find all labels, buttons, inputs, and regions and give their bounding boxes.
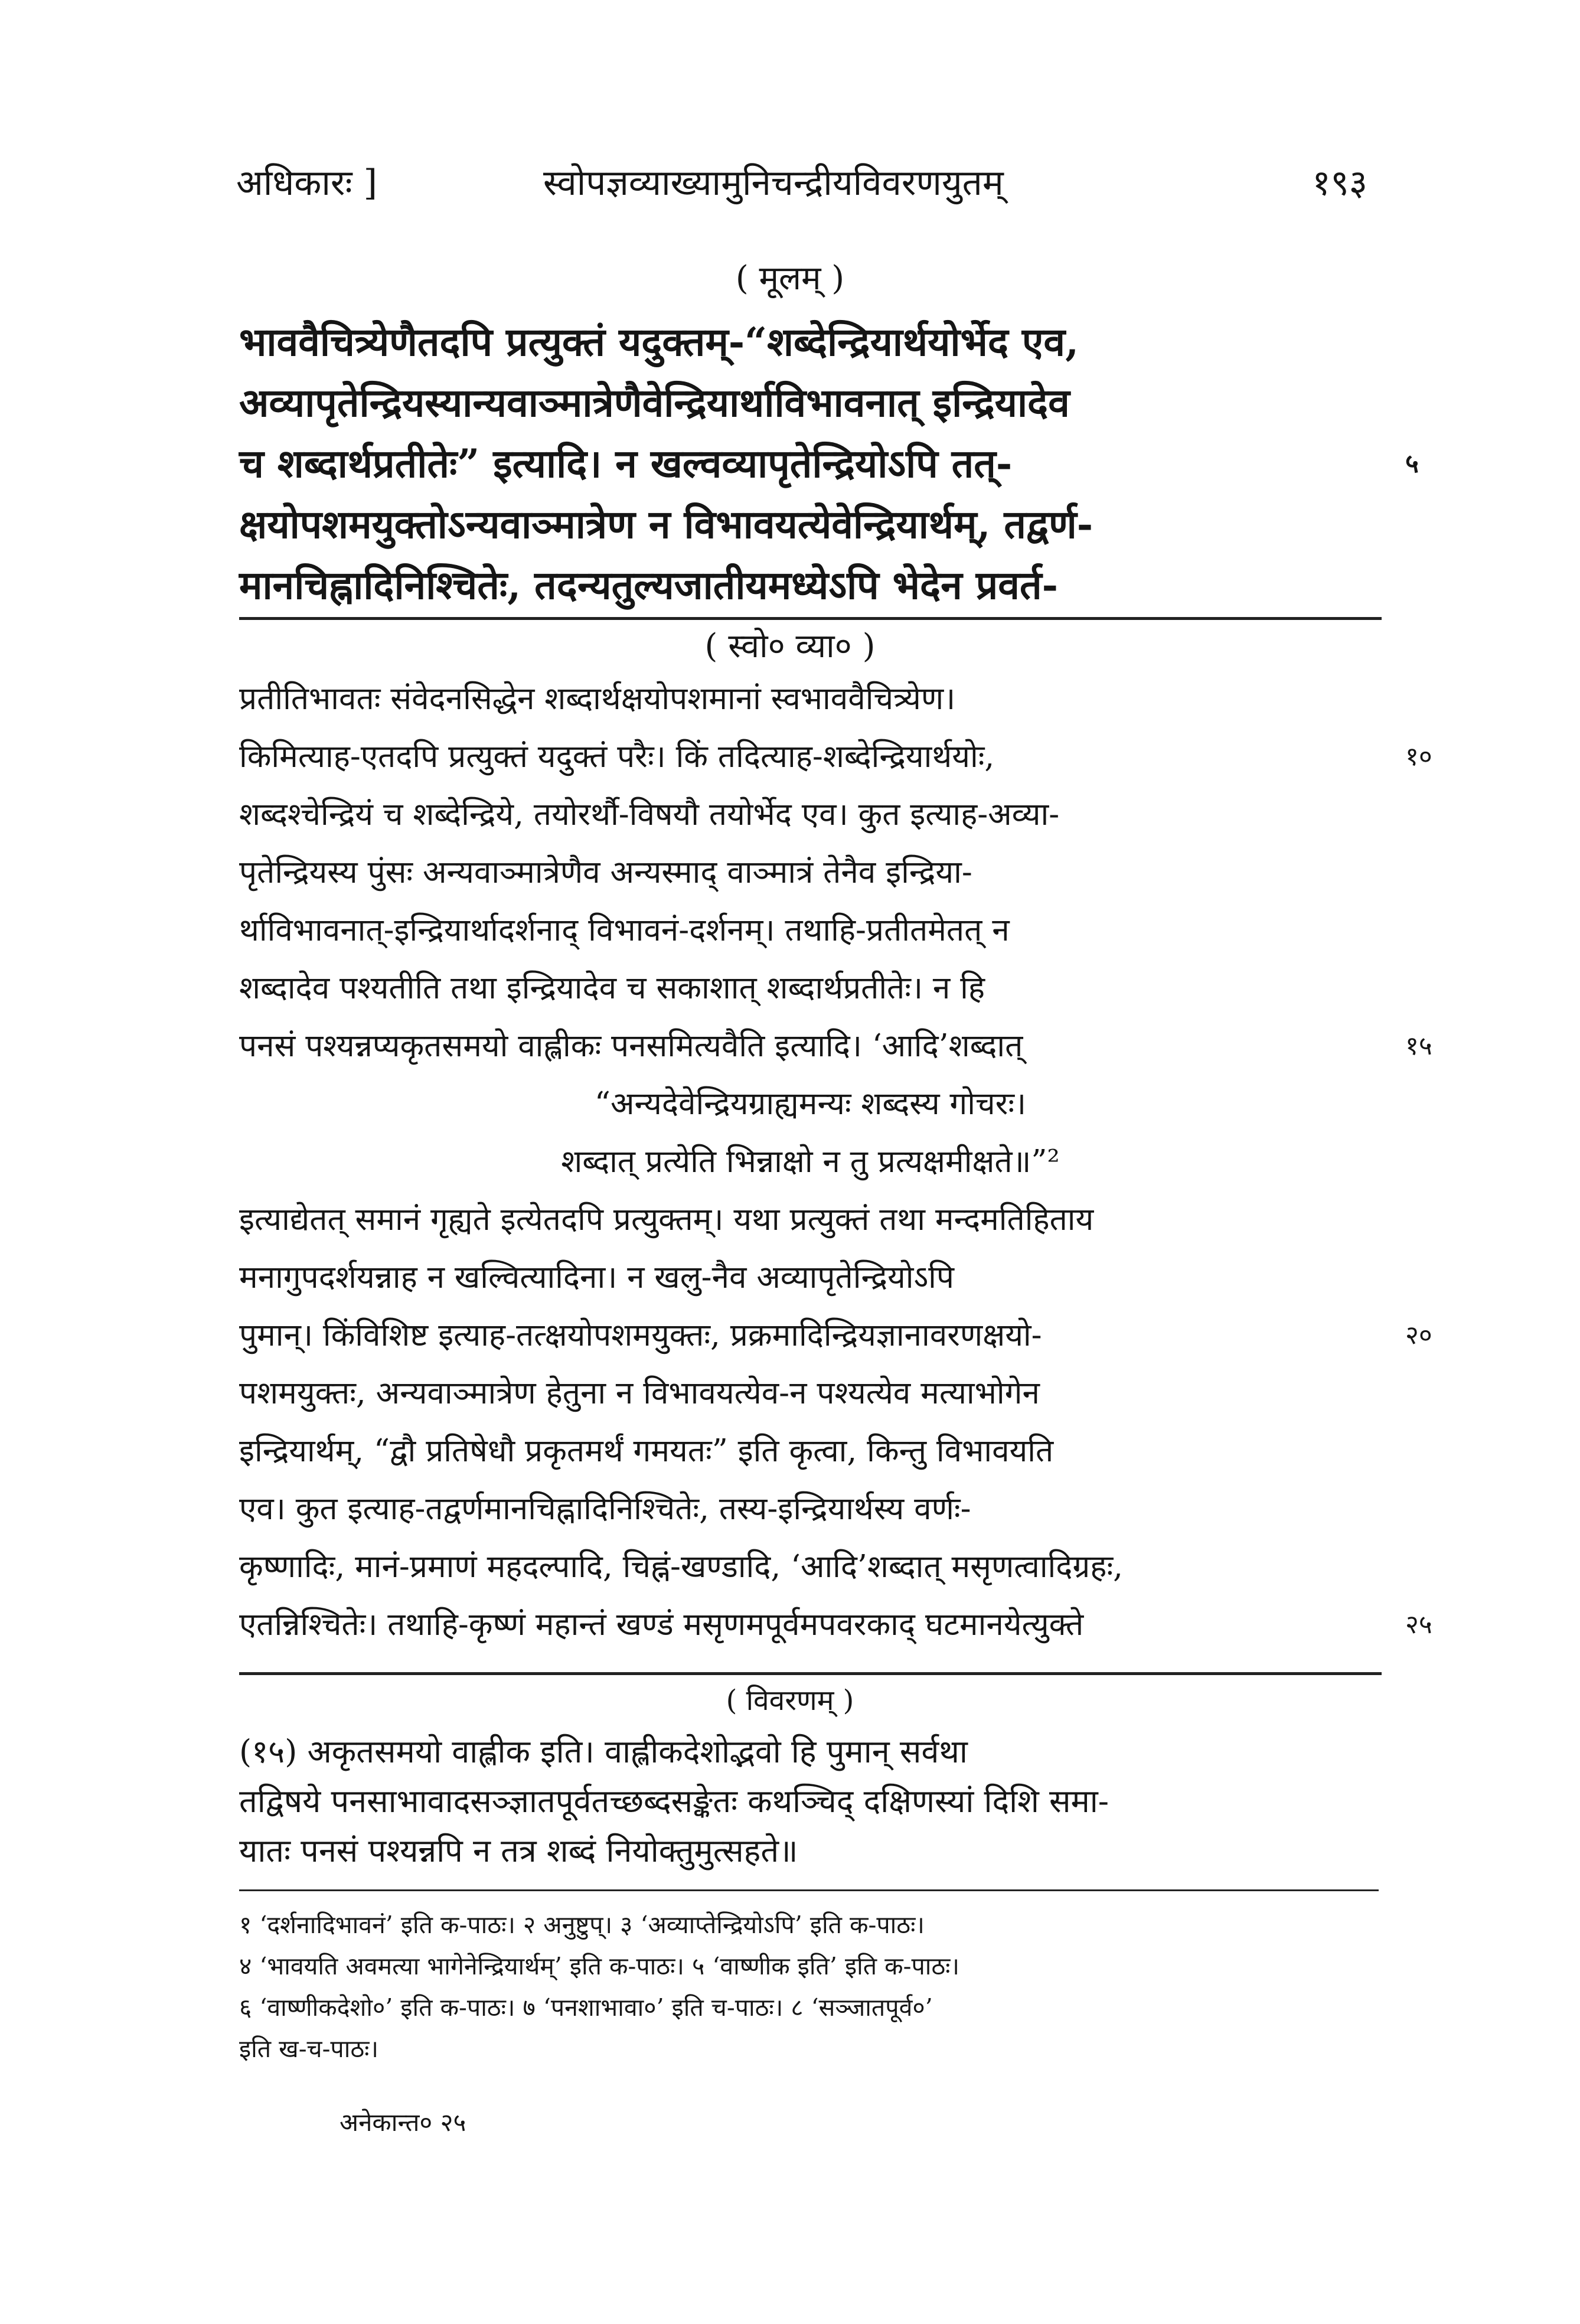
commentary-line: इत्याद्येतत् समानं गृह्यते इत्येतदपि प्रत्युक्तम्। यथा प्रत्युक्तं तथा मन्दमतिहिताय [239, 1202, 1094, 1238]
section-divider [239, 617, 1382, 620]
line-number: १५ [1405, 1031, 1432, 1061]
footnotes [239, 1904, 1382, 2070]
commentary-line: पनसं पश्यन्नप्यकृतसमयो वाह्लीकः पनसमित्यवैति इत्यादि। ‘आदि’शब्दात् १५ [239, 1017, 1382, 1075]
commentary-line: किमित्याह-एतदपि प्रत्युक्तं यदुक्तं परैः। किं तदित्याह-शब्देन्द्रियार्थयोः, १० [239, 728, 1382, 786]
vivaranam-line: (१५) अकृतसमयो वाह्लीक इति। वाह्लीकदेशोद्भवो हि पुमान् सर्वथा [239, 1733, 968, 1770]
footnote-line: ४ ‘भावयति अवमत्या भागेनेन्द्रियार्थम्’ इति क-पाठः। ५ ‘वाष्णीक इति’ इति क-पाठः। [239, 1952, 959, 1980]
header-title: स्वोपज्ञव्याख्यामुनिचन्द्रीयविवरणयुतम् [543, 162, 1004, 204]
mulam-text [239, 312, 1419, 616]
commentary-line: शब्दादेव पश्यतीति तथा इन्द्रियादेव च सकाशात् शब्दार्थप्रतीतेः। न हि [239, 970, 985, 1006]
printer-signature: अनेकान्त० २५ [339, 2108, 466, 2137]
footnote-line: ६ ‘वाष्णीकदेशो०’ इति क-पाठः। ७ ‘पनशाभावा०’ इति च-पाठः। ८ ‘सञ्जातपूर्व०’ [239, 1993, 933, 2022]
svopajna-heading: ( स्वो० व्या० ) [704, 627, 876, 665]
footnote-divider [239, 1889, 1379, 1891]
commentary-line: पुमान्। किंविशिष्ट इत्याह-तत्क्षयोपशमयुक्तः, प्रक्रमादिन्द्रियज्ञानावरणक्षयो- २० [239, 1307, 1382, 1365]
mulam-heading: ( मूलम् ) [735, 259, 845, 298]
running-header [236, 156, 1367, 210]
commentary-line: इन्द्रियार्थम्, “द्वौ प्रतिषेधौ प्रकृतमर्थं गमयतः” इति कृत्वा, किन्तु विभावयति [239, 1433, 1054, 1469]
commentary-line: पशमयुक्तः, अन्यवाञ्मात्रेण हेतुना न विभावयत्येव-न पश्यत्येव मत्याभोगेन [239, 1375, 1040, 1411]
mulam-line: च शब्दार्थप्रतीतेः” इत्यादि। न खल्वव्यापृतेन्द्रियोऽपि तत्- ५ [239, 433, 1382, 494]
mulam-line: क्षयोपशमयुक्तोऽन्यवाञ्मात्रेण न विभावयत्येवेन्द्रियार्थम्, तद्वर्ण- [239, 501, 1093, 547]
commentary-line: मनागुपदर्शयन्नाह न खल्वित्यादिना। न खलु-नैव अव्यापृतेन्द्रियोऽपि [239, 1259, 955, 1295]
verse-line: शब्दात् प्रत्येति भिन्नाक्षो न तु प्रत्यक्षमीक्षते॥”² [561, 1144, 1060, 1180]
commentary-line: एव। कुत इत्याह-तद्वर्णमानचिह्नादिनिश्चितेः, तस्य-इन्द्रियार्थस्य वर्णः- [239, 1491, 971, 1527]
page-number: १९३ [1312, 162, 1367, 204]
line-number: ५ [1405, 449, 1419, 479]
commentary-line: पृतेन्द्रियस्य पुंसः अन्यवाञ्मात्रेणैव अन्यस्माद् वाञ्मात्रं तेनैव इन्द्रिया- [239, 854, 972, 890]
commentary-line: कृष्णादिः, मानं-प्रमाणं महदल्पादि, चिह्नं-खण्डादि, ‘आदि’शब्दात् मसृणत्वादिग्रहः, [239, 1549, 1124, 1585]
mulam-line: भाववैचित्र्येणैतदपि प्रत्युक्तं यदुक्तम्-“शब्देन्द्रियार्थयोर्भेद एव, [239, 319, 1079, 365]
mulam-line: अव्यापृतेन्द्रियस्यान्यवाञ्मात्रेणैवेन्द्रियार्थाविभावनात् इन्द्रियादेव [239, 380, 1070, 426]
line-number: १० [1405, 742, 1432, 772]
commentary-line: प्रतीतिभावतः संवेदनसिद्धेन शब्दार्थक्षयोपशमानां स्वभाववैचित्र्येण। [239, 681, 956, 717]
header-left: अधिकारः ] [236, 162, 378, 204]
verse-line: “अन्यदेवेन्द्रियग्राह्यमन्यः शब्दस्य गोचरः। [594, 1086, 1027, 1122]
vivaranam-line: यातः पनसं पश्यन्नपि न तत्र शब्दं नियोक्तुमुत्सहते॥ [239, 1832, 798, 1869]
line-number: २० [1405, 1320, 1432, 1350]
commentary-line: र्थाविभावनात्-इन्द्रियार्थादर्शनाद् विभावनं-दर्शनम्। तथाहि-प्रतीतमेतत् न [239, 912, 1010, 948]
vivaranam-text [239, 1727, 1382, 1876]
commentary-line: एतन्निश्चितेः। तथाहि-कृष्णं महान्तं खण्डं मसृणमपूर्वमपवरकाद् घटमानयेत्युक्ते २५ [239, 1596, 1382, 1654]
footnote-line: इति ख-च-पाठः। [239, 2035, 378, 2063]
line-number: २५ [1405, 1610, 1432, 1640]
footnote-line: १ ‘दर्शनादिभावनं’ इति क-पाठः। २ अनुष्टुप्। ३ ‘अव्याप्तेन्द्रियोऽपि’ इति क-पाठः। [239, 1911, 925, 1939]
mulam-line: मानचिह्नादिनिश्चितेः, तदन्यतुल्यजातीयमध्येऽपि भेदेन प्रवर्त- [239, 562, 1058, 608]
vivaranam-line: तद्विषये पनसाभावादसञ्ज्ञातपूर्वतच्छब्दसङ्केतः कथञ्चिद् दक्षिणस्यां दिशि समा- [239, 1783, 1109, 1820]
svopajna-text [239, 670, 1432, 1654]
section-divider [239, 1672, 1382, 1675]
vivaranam-heading: ( विवरणम् ) [726, 1684, 854, 1717]
commentary-line: शब्दश्चेन्द्रियं च शब्देन्द्रिये, तयोरर्थौ-विषयौ तयोर्भेद एव। कुत इत्याह-अव्या- [239, 797, 1060, 833]
